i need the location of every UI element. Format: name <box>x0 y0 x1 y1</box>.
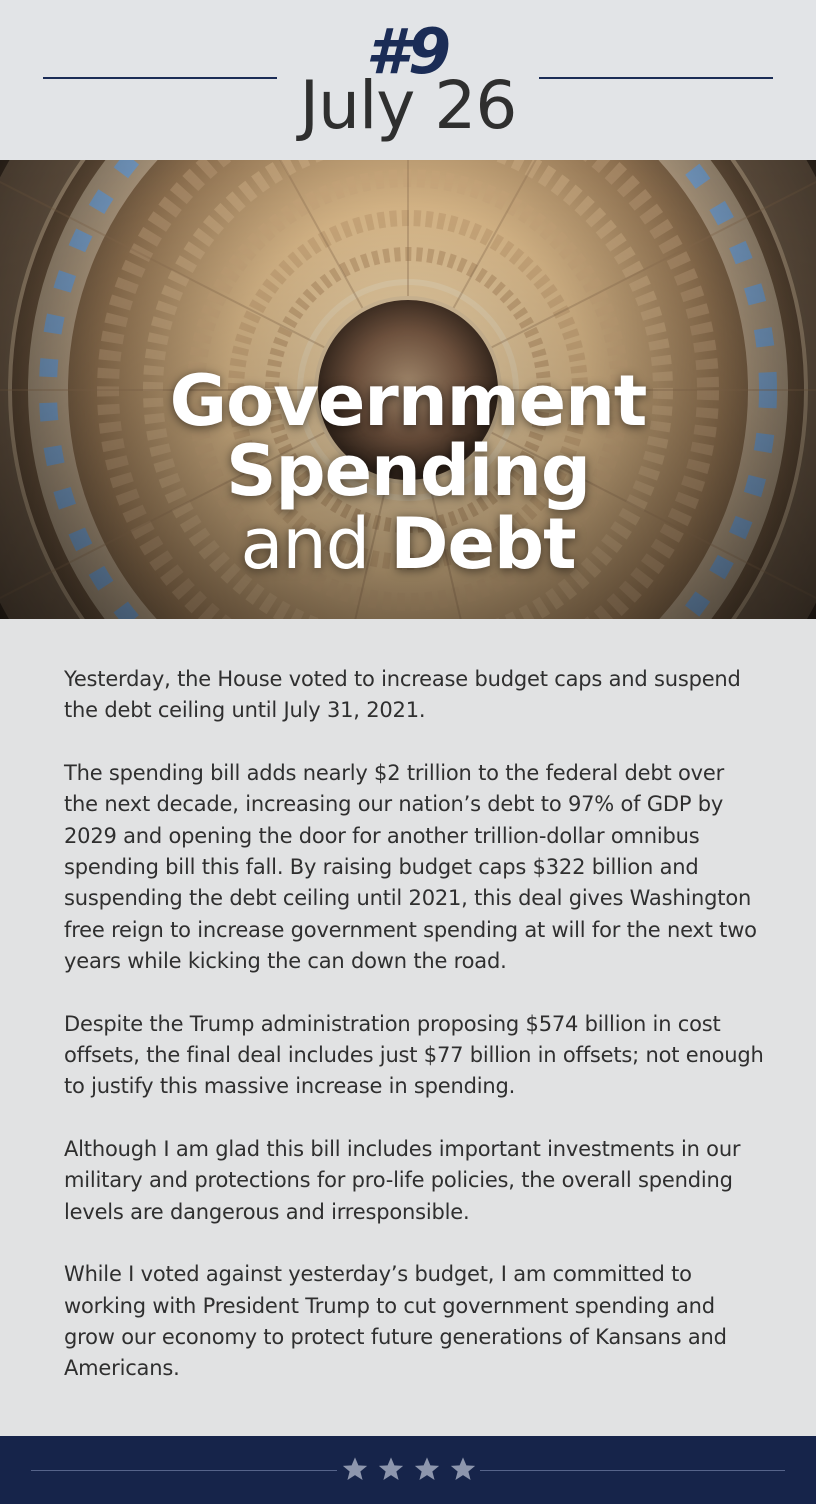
article-paragraph: The spending bill adds nearly $2 trillion to the federal debt over the next decade, increasing our nation’s debt to 97% of GDP by 2029 and opening the door for another trillion-dollar omnibus spending bill this fall. By raising budget caps $322 billion and suspending the debt ceiling until 2021, this deal gives Washington free reign to increase government spending at will for the next two years while kicking the can down the road. <box>64 760 757 974</box>
article-body <box>64 664 764 1416</box>
star-icon <box>341 1455 369 1483</box>
star-icon <box>449 1455 477 1483</box>
hero-title-line-and-debt <box>0 503 816 585</box>
hero-title <box>0 360 816 585</box>
issue-number: #9 <box>365 15 451 88</box>
hero-banner <box>0 160 816 619</box>
footer-divider-left <box>31 1470 337 1471</box>
footer-divider-right <box>480 1470 785 1471</box>
hero-title-line-spending: Spending <box>226 430 590 512</box>
article-paragraph: Although I am glad this bill includes important investments in our military and protections for pro-life policies, the overall spending levels are dangerous and irresponsible. <box>64 1136 741 1224</box>
star-icon <box>413 1455 441 1483</box>
hero-title-line-government: Government <box>169 360 647 442</box>
article-paragraph: While I voted against yesterday’s budget, I am committed to working with President Trump to cut government spending and grow our economy to protect future generations of Kansans and Americans. <box>64 1262 727 1381</box>
footer-stars <box>341 1452 477 1486</box>
star-icon <box>377 1455 405 1483</box>
hero-title-debt: Debt <box>390 503 576 585</box>
hero-title-and: and <box>240 503 370 585</box>
issue-date: July 26 <box>299 67 517 144</box>
article-paragraph: Yesterday, the House voted to increase budget caps and suspend the debt ceiling until July 31, 2021. <box>64 667 741 723</box>
page-footer <box>0 1436 816 1504</box>
page-header <box>0 0 816 160</box>
article-paragraph: Despite the Trump administration proposing $574 billion in cost offsets, the final deal includes just $77 billion in offsets; not enough to justify this massive increase in spending. <box>64 1011 764 1099</box>
